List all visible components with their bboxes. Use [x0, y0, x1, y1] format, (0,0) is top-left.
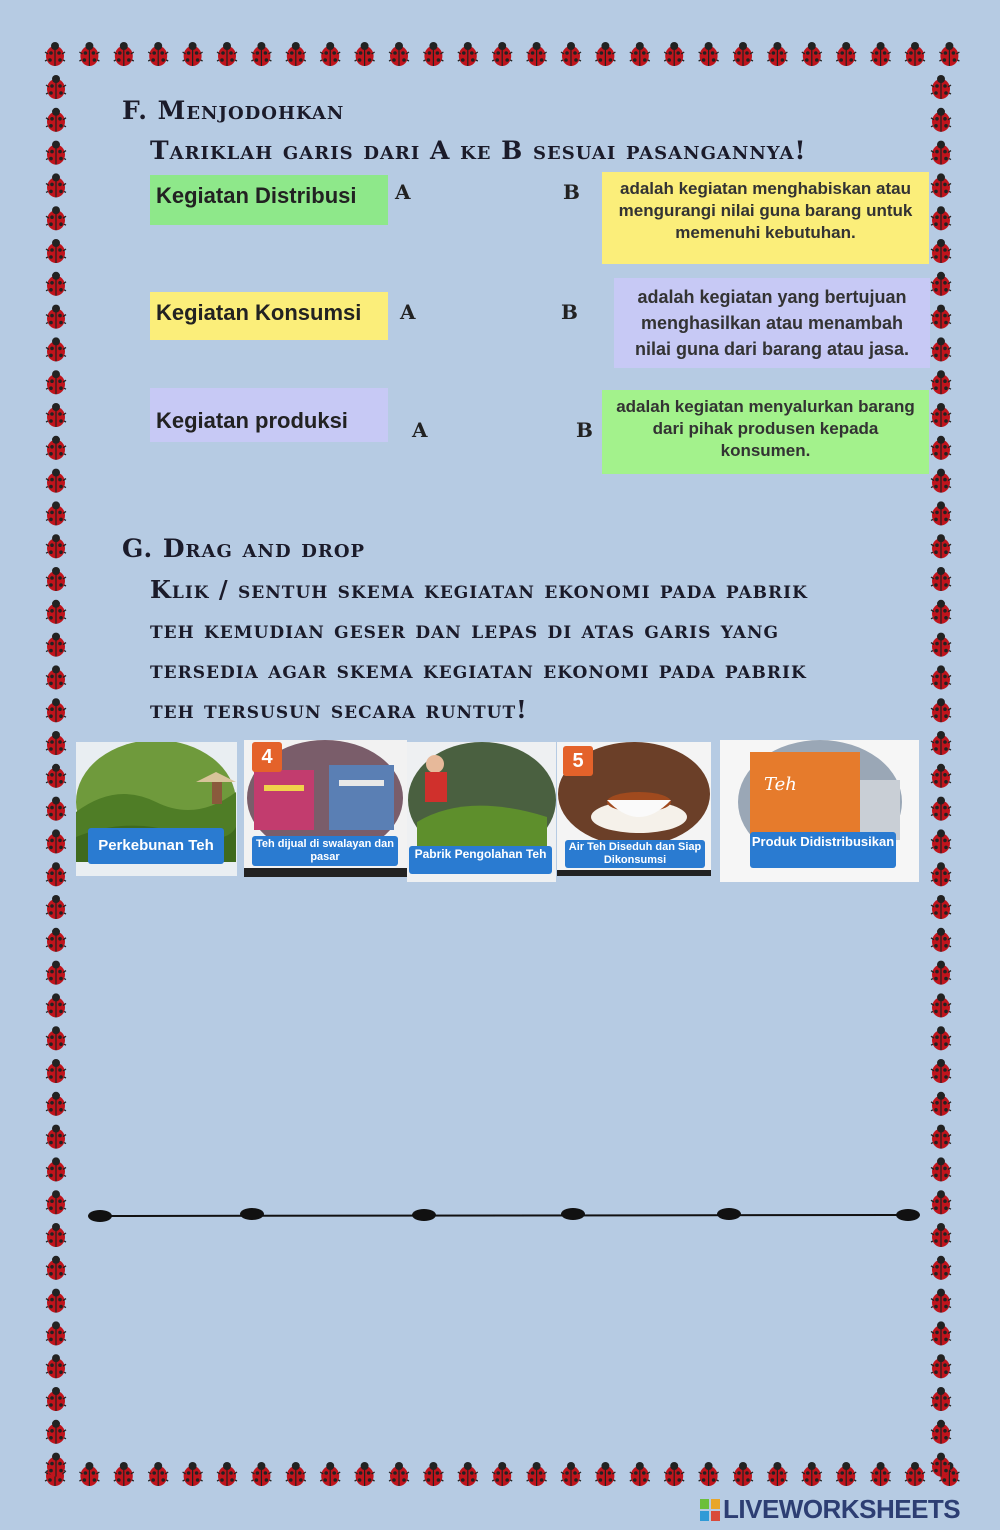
ladybug-icon — [699, 42, 719, 66]
section-g-heading: G. Drag and drop — [122, 534, 366, 563]
ladybug-icon — [931, 928, 951, 952]
ladybug-icon — [931, 600, 951, 624]
drop-point[interactable] — [561, 1208, 585, 1220]
ladybug-icon — [46, 698, 66, 722]
ladybug-icon — [905, 1462, 925, 1486]
ladybug-icon — [148, 42, 168, 66]
ladybug-icon — [46, 534, 66, 558]
card-label: Produk Didistribusikan — [750, 832, 896, 868]
dot-a-2[interactable]: A — [400, 300, 416, 324]
ladybug-icon — [931, 829, 951, 853]
ladybug-icon — [595, 1462, 615, 1486]
ladybug-icon — [355, 1462, 375, 1486]
ladybug-icon — [217, 42, 237, 66]
ladybug-icon — [931, 698, 951, 722]
ladybug-icon — [630, 1462, 650, 1486]
ladybug-icon — [527, 1462, 547, 1486]
drop-point[interactable] — [240, 1208, 264, 1220]
ladybug-icon — [931, 1321, 951, 1345]
ladybug-icon — [699, 1462, 719, 1486]
ladybug-icon — [931, 337, 951, 361]
drop-point[interactable] — [88, 1210, 112, 1222]
ladybug-icon — [46, 797, 66, 821]
ladybug-icon — [931, 1059, 951, 1083]
ladybug-icon — [931, 141, 951, 165]
ladybug-icon — [79, 1462, 99, 1486]
ladybug-icon — [46, 862, 66, 886]
ladybug-icon — [183, 1462, 203, 1486]
card-label: Air Teh Diseduh dan Siap Dikonsumsi — [565, 840, 705, 868]
ladybug-icon — [767, 1462, 787, 1486]
ladybug-icon — [931, 370, 951, 394]
ladybug-icon — [931, 1092, 951, 1116]
ladybug-icon — [286, 1462, 306, 1486]
ladybug-icon — [46, 895, 66, 919]
ladybug-icon — [46, 665, 66, 689]
definition-1: adalah kegiatan menghabiskan atau mengurangi nilai guna barang untuk memenuhi kebutuhan. — [602, 172, 929, 264]
ladybug-icon — [931, 1026, 951, 1050]
step-badge-5: 5 — [563, 746, 593, 776]
ladybug-icon — [931, 731, 951, 755]
branding-text: LIVEWORKSHEETS — [723, 1494, 961, 1524]
ladybug-icon — [931, 1289, 951, 1313]
ladybug-icon — [46, 1157, 66, 1181]
ladybug-icon — [46, 469, 66, 493]
section-f-heading: F. Menjodohkan — [122, 96, 345, 125]
ladybug-icon — [46, 239, 66, 263]
ladybug-icon — [802, 1462, 822, 1486]
ladybug-icon — [733, 1462, 753, 1486]
ladybug-icon — [46, 141, 66, 165]
ladybug-icon — [527, 42, 547, 66]
ladybug-icon — [423, 1462, 443, 1486]
ladybug-icon — [931, 567, 951, 591]
ladybug-icon — [251, 1462, 271, 1486]
ladybug-icon — [46, 272, 66, 296]
dot-b-1[interactable]: B — [563, 180, 580, 204]
ladybug-icon — [931, 1157, 951, 1181]
dot-b-3[interactable]: B — [576, 418, 593, 442]
ladybug-icon — [320, 1462, 340, 1486]
ladybug-icon — [802, 42, 822, 66]
ladybug-icon — [905, 42, 925, 66]
ladybug-icon — [931, 993, 951, 1017]
ladybug-icon — [46, 305, 66, 329]
ladybug-icon — [561, 1462, 581, 1486]
ladybug-icon — [251, 42, 271, 66]
ladybug-icon — [46, 173, 66, 197]
card-swalayan[interactable] — [244, 740, 407, 877]
card-produk-didistribusikan[interactable] — [720, 740, 919, 882]
svg-text:Teh: Teh — [764, 774, 797, 795]
card-pabrik-pengolahan[interactable] — [407, 742, 556, 882]
ladybug-icon — [45, 42, 65, 66]
ladybug-icon — [767, 42, 787, 66]
ladybug-icon — [931, 534, 951, 558]
ladybug-icon — [46, 928, 66, 952]
ladybug-icon — [46, 600, 66, 624]
ladybug-icon — [46, 1026, 66, 1050]
ladybug-icon — [492, 42, 512, 66]
drop-point[interactable] — [412, 1209, 436, 1221]
ladybug-icon — [46, 1420, 66, 1444]
ladybug-icon — [931, 305, 951, 329]
ladybug-icon — [836, 42, 856, 66]
ladybug-icon — [46, 337, 66, 361]
ladybug-icon — [931, 1354, 951, 1378]
ladybug-icon — [46, 1321, 66, 1345]
card-label: Pabrik Pengolahan Teh — [409, 846, 552, 874]
ladybug-icon — [355, 42, 375, 66]
ladybug-icon — [46, 1289, 66, 1313]
dot-b-2[interactable]: B — [561, 300, 578, 324]
ladybug-icon — [148, 1462, 168, 1486]
ladybug-icon — [931, 436, 951, 460]
ladybug-icon — [492, 1462, 512, 1486]
drop-point[interactable] — [717, 1208, 741, 1220]
ladybug-icon — [46, 436, 66, 460]
ladybug-icon — [46, 1059, 66, 1083]
ladybug-icon — [931, 633, 951, 657]
ladybug-icon — [46, 567, 66, 591]
ladybug-icon — [931, 797, 951, 821]
ladybug-icon — [114, 42, 134, 66]
ladybug-icon — [46, 1125, 66, 1149]
ladybug-icon — [46, 764, 66, 788]
section-g-instruction — [150, 570, 808, 730]
ladybug-icon — [931, 501, 951, 525]
ladybug-icon — [46, 108, 66, 132]
liveworksheets-icon — [700, 1499, 720, 1521]
card-air-teh[interactable] — [557, 742, 711, 876]
ladybug-icon — [561, 42, 581, 66]
ladybug-icon — [217, 1462, 237, 1486]
instruction-line-1: Klik / sentuh skema kegiatan ekonomi pada pabrik — [150, 575, 808, 604]
ladybug-icon — [46, 1092, 66, 1116]
ladybug-icon — [389, 1462, 409, 1486]
ladybug-icon — [871, 42, 891, 66]
ladybug-icon — [931, 764, 951, 788]
ladybug-icon — [79, 42, 99, 66]
liveworksheets-logo — [700, 1494, 960, 1525]
ladybug-icon — [664, 1462, 684, 1486]
ladybug-icon — [939, 42, 959, 66]
definition-2: adalah kegiatan yang bertujuan menghasilkan atau menambah nilai guna dari barang atau jasa. — [614, 278, 930, 368]
ladybug-icon — [389, 42, 409, 66]
ladybug-icon — [630, 42, 650, 66]
ladybug-icon — [46, 370, 66, 394]
ladybug-icon — [931, 403, 951, 427]
definition-3: adalah kegiatan menyalurkan barang dari pihak produsen kepada konsumen. — [602, 390, 929, 474]
ladybug-icon — [46, 75, 66, 99]
dot-a-3[interactable]: A — [412, 418, 428, 442]
ladybug-icon — [931, 173, 951, 197]
ladybug-icon — [46, 829, 66, 853]
ladybug-icon — [931, 469, 951, 493]
instruction-line-3: tersedia agar skema kegiatan ekonomi pada pabrik — [150, 655, 807, 684]
ladybug-icon — [423, 42, 443, 66]
ladybug-icon — [836, 1462, 856, 1486]
ladybug-icon — [931, 1453, 951, 1477]
ladybug-icon — [595, 42, 615, 66]
section-f-instruction: Tariklah garis dari A ke B sesuai pasangannya! — [150, 136, 807, 165]
ladybug-icon — [46, 206, 66, 230]
ladybug-icon — [931, 961, 951, 985]
instruction-line-2: teh kemudian geser dan lepas di atas garis yang — [150, 615, 780, 644]
term-distribusi[interactable]: Kegiatan Distribusi — [150, 175, 388, 225]
ladybug-icon — [458, 42, 478, 66]
ladybug-icon — [46, 961, 66, 985]
ladybug-icon — [46, 633, 66, 657]
ladybug-icon — [931, 1125, 951, 1149]
ladybug-icon — [931, 1256, 951, 1280]
ladybug-icon — [931, 272, 951, 296]
ladybug-icon — [931, 1387, 951, 1411]
ladybug-icon — [46, 403, 66, 427]
ladybug-icon — [931, 665, 951, 689]
ladybug-icon — [931, 862, 951, 886]
ladybug-icon — [664, 42, 684, 66]
ladybug-icon — [871, 1462, 891, 1486]
ladybug-icon — [931, 895, 951, 919]
ladybug-icon — [183, 42, 203, 66]
ladybug-icon — [733, 42, 753, 66]
ladybug-icon — [931, 108, 951, 132]
ladybug-icon — [46, 1354, 66, 1378]
ladybug-icon — [931, 239, 951, 263]
card-perkebunan-teh[interactable] — [76, 742, 237, 876]
ladybug-icon — [939, 1462, 959, 1486]
dot-a-1[interactable]: A — [395, 180, 411, 204]
ladybug-icon — [46, 993, 66, 1017]
card-label: Teh dijual di swalayan dan pasar — [252, 836, 398, 866]
ladybug-icon — [45, 1462, 65, 1486]
drop-point[interactable] — [896, 1209, 920, 1221]
ladybug-icon — [46, 1387, 66, 1411]
term-konsumsi[interactable]: Kegiatan Konsumsi — [150, 292, 388, 340]
term-produksi[interactable]: Kegiatan produksi — [150, 388, 388, 442]
ladybug-icon — [114, 1462, 134, 1486]
ladybug-icon — [46, 731, 66, 755]
ladybug-icon — [46, 1453, 66, 1477]
ladybug-icon — [320, 42, 340, 66]
ladybug-icon — [46, 501, 66, 525]
step-badge-4: 4 — [252, 742, 282, 772]
ladybug-icon — [46, 1256, 66, 1280]
drop-timeline — [0, 1195, 1000, 1235]
ladybug-icon — [458, 1462, 478, 1486]
card-label: Perkebunan Teh — [88, 828, 224, 864]
ladybug-icon — [931, 1420, 951, 1444]
ladybug-icon — [931, 75, 951, 99]
ladybug-icon — [931, 206, 951, 230]
ladybug-icon — [286, 42, 306, 66]
instruction-line-4: teh tersusun secara runtut! — [150, 695, 528, 724]
